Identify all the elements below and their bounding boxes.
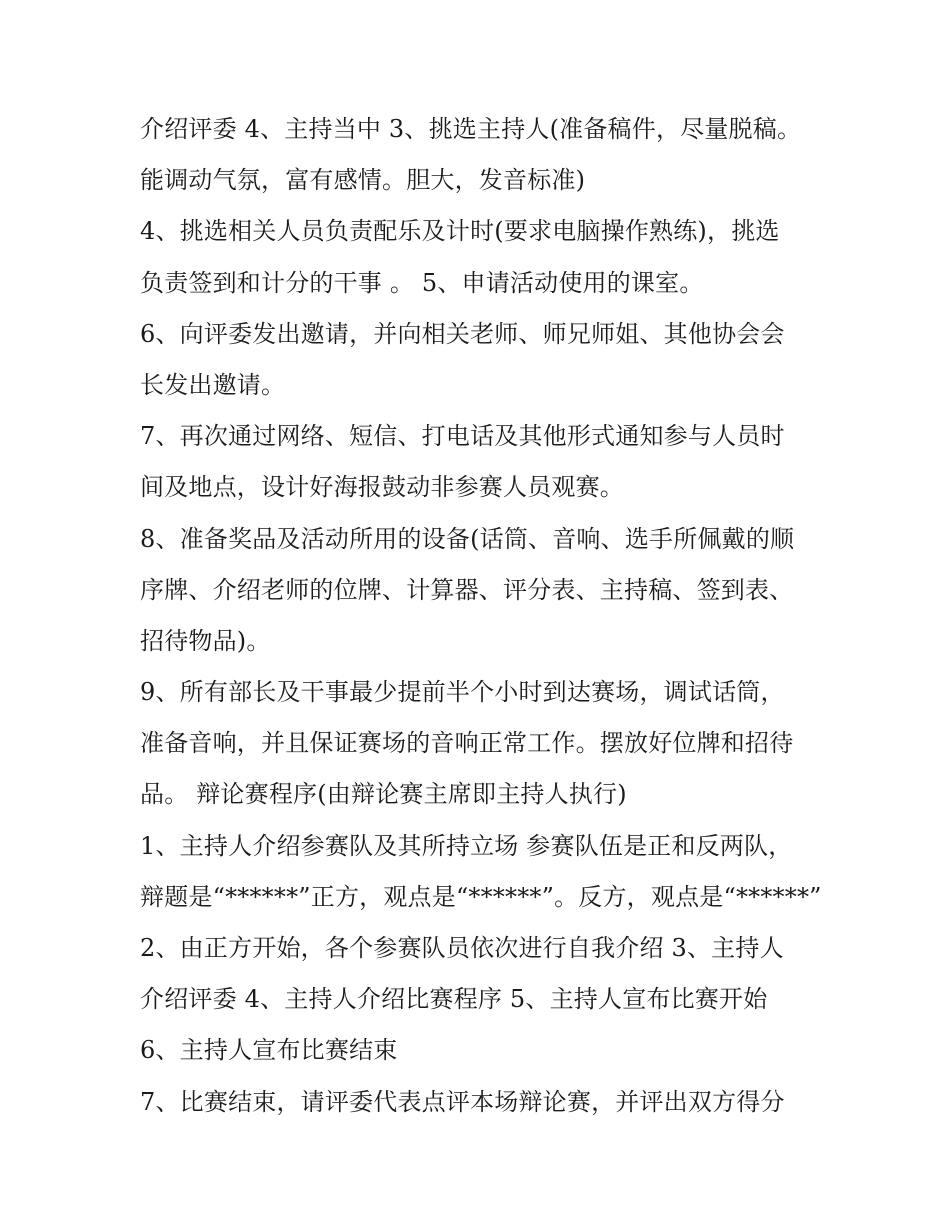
text-line: 2、由正方开始，各个参赛队员依次进行自我介绍 3、主持人 [140,934,784,962]
text-line: 招待物品)。 [140,626,271,655]
text-line: 序牌、介绍老师的位牌、计算器、评分表、主持稿、签到表、 [140,575,794,604]
text-line: 长发出邀请。 [140,370,286,399]
document-body [140,104,830,1128]
text-line: 6、向评委发出邀请，并向相关老师、师兄师姐、其他协会会 [140,319,785,348]
text-line: 介绍评委 4、主持当中 3、挑选主持人(准备稿件，尽量脱稿。 [140,115,802,143]
text-line: 负责签到和计分的干事 。 5、申请活动使用的课室。 [140,268,704,297]
text-line: 能调动气氛，富有感情。胆大，发音标准) [140,166,586,195]
text-line: 间及地点，设计好海报鼓动非参赛人员观赛。 [140,473,624,502]
text-line: 辩题是“******”正方，观点是“******”。反方，观点是“******” [140,882,822,911]
text-line: 品。 辩论赛程序(由辩论赛主席即主持人执行) [140,780,627,809]
text-line: 4、挑选相关人员负责配乐及计时(要求电脑操作熟练)，挑选 [140,217,780,246]
text-line: 7、比赛结束，请评委代表点评本场辩论赛，并评出双方得分 [140,1087,785,1116]
text-line: 8、准备奖品及活动所用的设备(话筒、音响、选手所佩戴的顺 [140,524,795,553]
text-line: 1、主持人介绍参赛队及其所持立场 参赛队伍是正和反两队， [140,831,793,860]
text-line: 准备音响，并且保证赛场的音响正常工作。摆放好位牌和招待 [140,729,794,758]
text-line: 介绍评委 4、主持人介绍比赛程序 5、主持人宣布比赛开始 [140,985,768,1014]
text-line: 7、再次通过网络、短信、打电话及其他形式通知参与人员时 [140,422,785,451]
text-line: 9、所有部长及干事最少提前半个小时到达赛场，调试话筒， [140,678,785,707]
text-line: 6、主持人宣布比赛结束 [140,1036,398,1065]
